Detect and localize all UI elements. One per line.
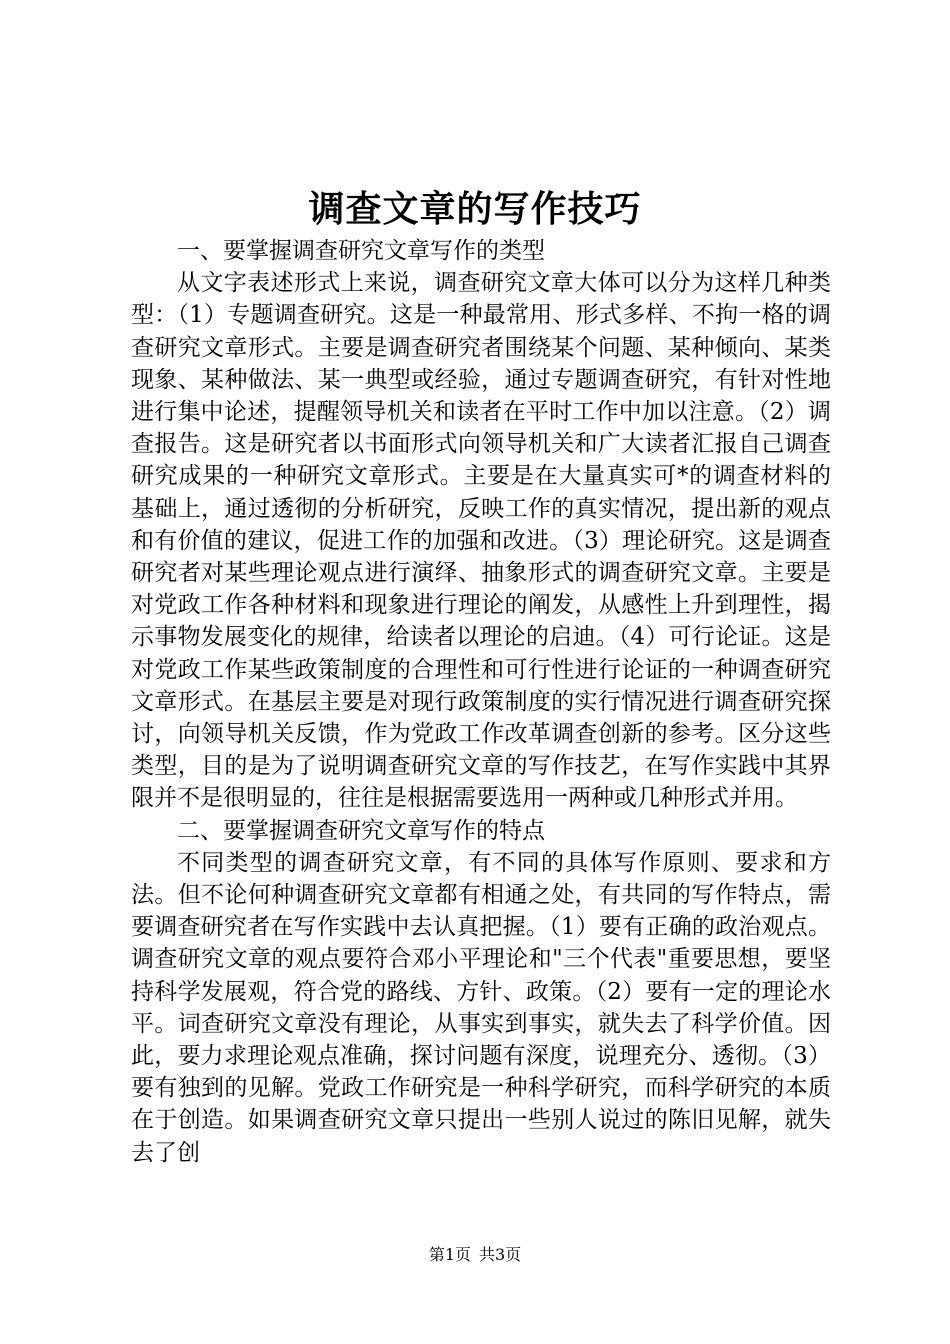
section-heading-1: 一、要掌握调查研究文章写作的类型 [177,238,545,264]
body-paragraph-1: 从文字表述形式上来说，调查研究文章大体可以分为这样几种类型：（1）专题调查研究。这是一种最常用、形式多样、不拘一格的调查研究文章形式。主要是调查研究者围绕某个问题、某种倾向、某类现象、某种做法、某一典型或经验，通过专题调查研究，有针对性地进行集中论述，提醒领导机关和读者在平时工作中加以注意。（2）调查报告。这是研究者以书面形式向领导机关和广大读者汇报自己调查研究成果的一种研究文章形式。主要是在大量真实可*的调查材料的基础上，通过透彻的分析研究，反映工作的真实情况，提出新的观点和有价值的建议，促进工作的加强和改进。（3）理论研究。这是调查研究者对某些理论观点进行演绎、抽象形式的调查研究文章。主要是对党政工作各种材料和现象进行理论的阐发，从感性上升到理性，揭示事物发展变化的规律，给读者以理论的启迪。（4）可行论证。这是对党政工作某些政策制度的合理性和可行性进行论证的一种调查研究文章形式。在基层主要是对现行政策制度的实行情况进行调查研究探讨，向领导机关反馈，作为党政工作改革调查创新的参考。区分这些类型，目的是为了说明调查研究文章的写作技艺，在写作实践中其界限并不是很明显的，往往是根据需要选用一两种或几种形式并用。 [131,270,831,812]
document-title: 调查文章的写作技巧 [308,188,642,230]
section-heading-2: 二、要掌握调查研究文章写作的特点 [177,817,545,844]
document-body [131,235,831,1169]
page-number: 第1页 [428,1245,471,1264]
body-paragraph-2: 不同类型的调查研究文章，有不同的具体写作原则、要求和方法。但不论何种调查研究文章都有相通之处，有共同的写作特点，需要调查研究者在写作实践中去认真把握。（1）要有正确的政治观点。调查研究文章的观点要符合邓小平理论和"三个代表"重要思想，要坚持科学发展观，符合党的路线、方针、政策。（2）要有一定的理论水平。词查研究文章没有理论，从事实到事实，就失去了科学价值。因此，要力求理论观点准确，探讨问题有深度，说理充分、透彻。（3）要有独到的见解。党政工作研究是一种科学研究，而科学研究的本质在于创造。如果调查研究文章只提出一些别人说过的陈旧见解，就失去了创 [131,849,831,1166]
page-footer [0,1244,950,1266]
page-total: 共3页 [479,1245,522,1264]
